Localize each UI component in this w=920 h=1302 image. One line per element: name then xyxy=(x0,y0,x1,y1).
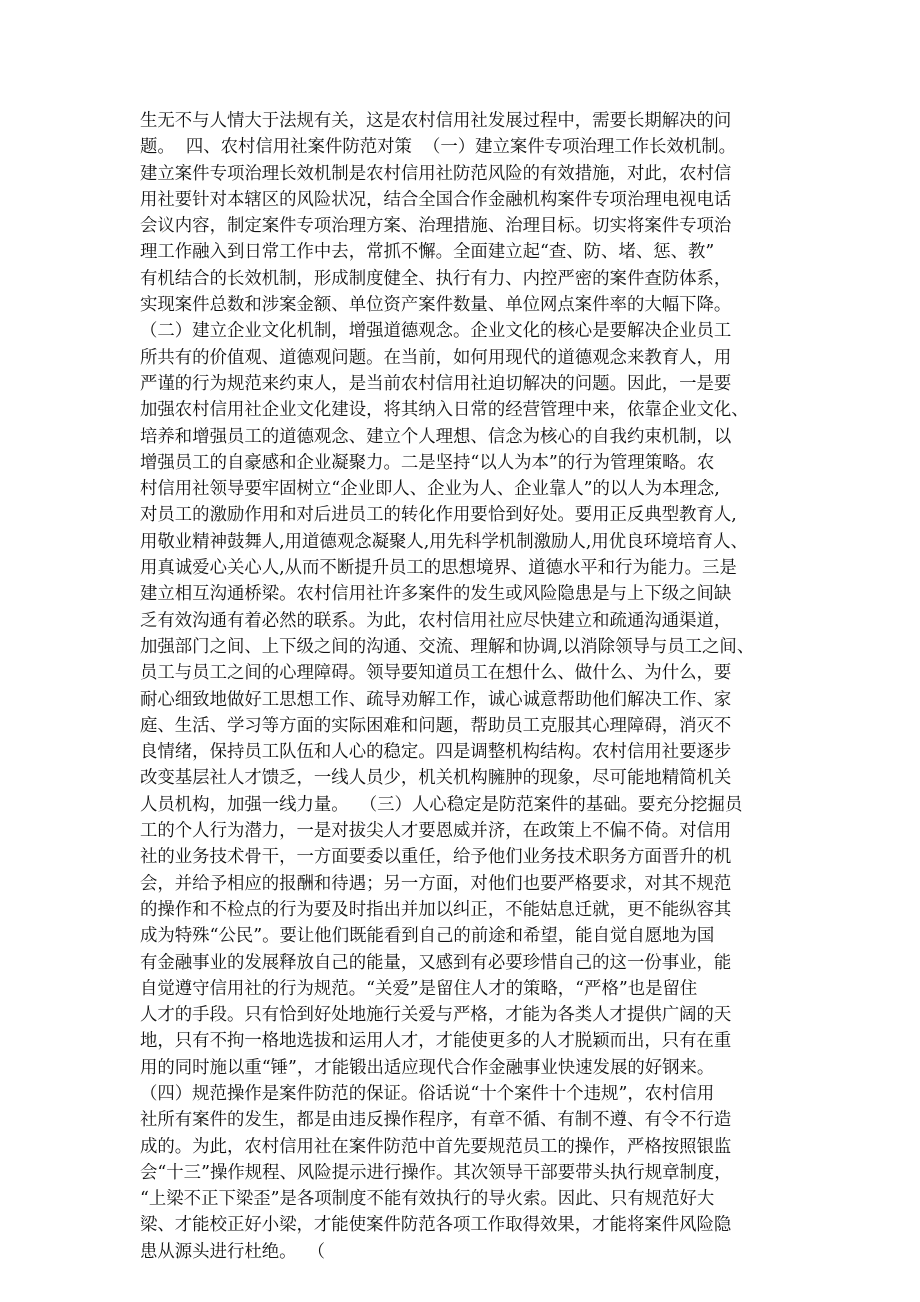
text-line: 的操作和不检点的行为要及时指出并加以纠正，不能姑息迁就，更不能纵容其 xyxy=(140,899,732,920)
text-line: 加强农村信用社企业文化建设，将其纳入日常的经营管理中来，依靠企业文化、 xyxy=(140,400,749,421)
text-line: 工的个人行为潜力，一是对拔尖人才要恩威并济，在政策上不偏不倚。对信用 xyxy=(140,821,732,842)
text-line: 成为特殊“公民”。要让他们既能看到自己的前途和希望，能自觉自愿地为国 xyxy=(140,926,715,947)
text-line: 会“十三”操作规程、风险提示进行操作。其次领导干部要带头执行规章制度， xyxy=(140,1162,732,1183)
text-line: 题。 四、农村信用社案件防范对策 （一）建立案件专项治理工作长效机制。 xyxy=(140,137,737,158)
text-line: 有机结合的长效机制，形成制度健全、执行有力、内控严密的案件查防体系， xyxy=(140,268,732,289)
text-line: 建立相互沟通桥梁。农村信用社许多案件的发生或风险隐患是与上下级之间缺 xyxy=(140,584,732,605)
text-line: 所共有的价值观、道德观问题。在当前，如何用现代的道德观念来教育人，用 xyxy=(140,347,732,368)
text-line: 社的业务技术骨干，一方面要委以重任，给予他们业务技术职务方面晋升的机 xyxy=(140,847,732,868)
text-line: 实现案件总数和涉案金额、单位资产案件数量、单位网点案件率的大幅下降。 xyxy=(140,295,732,316)
text-line: 人员机构，加强一线力量。 （三）人心稳定是防范案件的基础。要充分挖掘员 xyxy=(140,794,743,815)
text-line: 建立案件专项治理长效机制是农村信用社防范风险的有效措施，对此，农村信 xyxy=(140,163,732,184)
text-line: 理工作融入到日常工作中去，常抓不懈。全面建立起“查、防、堵、惩、教” xyxy=(140,242,715,263)
text-line: 成的。为此，农村信用社在案件防范中首先要规范员工的操作，严格按照银监 xyxy=(140,1136,732,1157)
text-line: 有金融事业的发展释放自己的能量，又感到有必要珍惜自己的这一份事业，能 xyxy=(140,952,732,973)
text-line: 增强员工的自豪感和企业凝聚力。二是坚持“以人为本”的行为管理策略。农 xyxy=(140,452,715,473)
text-line: 自觉遵守信用社的行为规范。“关爱”是留住人才的策略，“严格”也是留住 xyxy=(140,978,698,999)
text-line: （四）规范操作是案件防范的保证。俗话说“十个案件十个违规”，农村信用 xyxy=(140,1083,715,1104)
text-line: 用社要针对本辖区的风险状况，结合全国合作金融机构案件专项治理电视电话 xyxy=(140,189,732,210)
text-line: 用真诚爱心关心人,从而不断提升员工的思想境界、道德水平和行为能力。三是 xyxy=(140,558,737,579)
text-line: 地，只有不拘一格地选拔和运用人才，才能使更多的人才脱颖而出，只有在重 xyxy=(140,1031,732,1052)
text-line: 培养和增强员工的道德观念、建立个人理想、信念为核心的自我约束机制，以 xyxy=(140,426,732,447)
body-text xyxy=(140,108,800,1265)
text-line: （二）建立企业文化机制，增强道德观念。企业文化的核心是要解决企业员工 xyxy=(140,321,732,342)
text-line: 耐心细致地做好工思想工作、疏导劝解工作，诚心诚意帮助他们解决工作、家 xyxy=(140,689,732,710)
text-line: 会，并给予相应的报酬和待遇；另一方面，对他们也要严格要求，对其不规范 xyxy=(140,873,732,894)
text-line: 良情绪，保持员工队伍和人心的稳定。四是调整机构结构。农村信用社要逐步 xyxy=(140,742,732,763)
text-line: “上梁不正下梁歪”是各项制度不能有效执行的导火索。因此、只有规范好大 xyxy=(140,1189,715,1210)
text-line: 会议内容，制定案件专项治理方案、治理措施、治理目标。切实将案件专项治 xyxy=(140,216,732,237)
text-line: 严谨的行为规范来约束人，是当前农村信用社迫切解决的问题。因此，一是要 xyxy=(140,373,732,394)
text-line: 改变基层社人才馈乏，一线人员少，机关机构臃肿的现象，尽可能地精简机关 xyxy=(140,768,732,789)
text-line: 社所有案件的发生，都是由违反操作程序，有章不循、有制不遵、有令不行造 xyxy=(140,1110,732,1131)
text-line: 乏有效沟通有着必然的联系。为此，农村信用社应尽快建立和疏通沟通渠道， xyxy=(140,610,732,631)
text-line: 人才的手段。只有恰到好处地施行关爱与严格，才能为各类人才提供广阔的天 xyxy=(140,1005,732,1026)
text-line: 用的同时施以重“锤”，才能锻出适应现代合作金融事业快速发展的好钢来。 xyxy=(140,1057,715,1078)
text-line: 员工与员工之间的心理障碍。领导要知道员工在想什么、做什么、为什么，要 xyxy=(140,663,732,684)
text-line: 用敬业精神鼓舞人,用道德观念凝聚人,用先科学机制激励人,用优良环境培育人、 xyxy=(140,531,748,552)
text-line: 梁、才能校正好小梁，才能使案件防范各项工作取得效果，才能将案件风险隐 xyxy=(140,1215,732,1236)
text-line: 庭、生活、学习等方面的实际困难和问题，帮助员工克服其心理障碍，消灭不 xyxy=(140,715,732,736)
text-line: 患从源头进行杜绝。 （ xyxy=(140,1241,325,1262)
text-line: 村信用社领导要牢固树立“企业即人、企业为人、企业靠人”的以人为本理念, xyxy=(140,479,720,500)
text-line: 加强部门之间、上下级之间的沟通、交流、理解和协调,以消除领导与员工之间、 xyxy=(140,636,755,657)
text-line: 生无不与人情大于法规有关，这是农村信用社发展过程中，需要长期解决的问 xyxy=(140,111,732,131)
text-line: 对员工的激励作用和对后进员工的转化作用要恰到好处。要用正反典型教育人, xyxy=(140,505,737,526)
